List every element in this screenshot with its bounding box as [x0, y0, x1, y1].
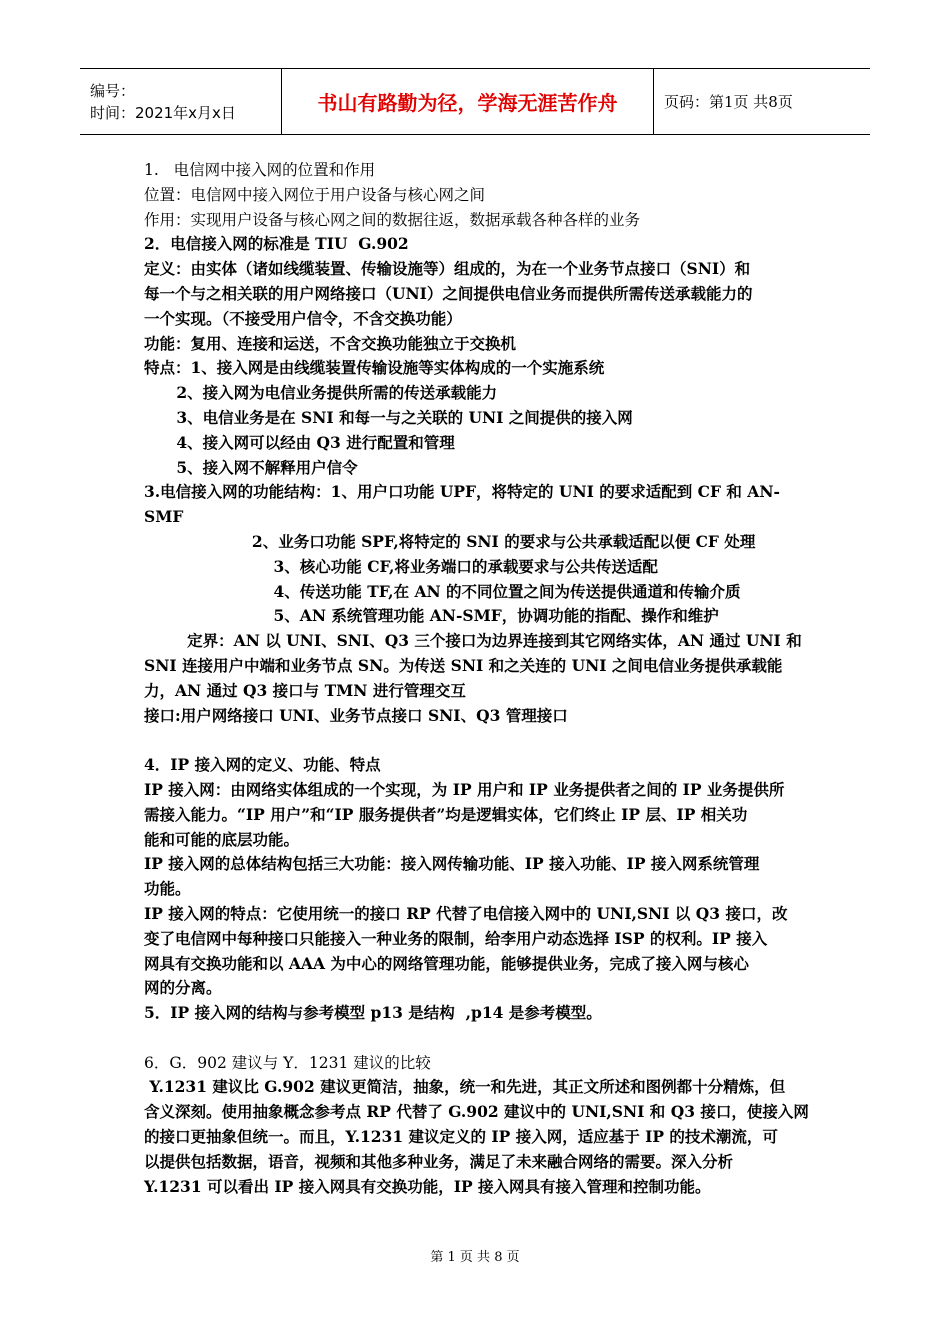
text-line: 3、核心功能 CF,将业务端口的承载要求与公共传送适配 [144, 556, 658, 576]
document-body [144, 158, 812, 1199]
header-page-info: 页码：第1页 共8页 [664, 93, 793, 111]
text-line: 位置：电信网中接入网位于用户设备与核心网之间 [144, 185, 486, 204]
text-line: 功能。 [144, 879, 191, 899]
text-line: 网具有交换功能和以 AAA 为中心的网络管理功能，能够提供业务，完成了接入网与核心 [144, 953, 749, 973]
text-line: 4、传送功能 TF,在 AN 的不同位置之间为传送提供通道和传输介质 [144, 581, 741, 601]
text-line: IP 接入网：由网络实体组成的一个实现，为 IP 用户和 IP 业务提供者之间的 IP 业务提供所 [144, 779, 785, 799]
text-line: 含义深刻。使用抽象概念参考点 RP 代替了 G.902 建议中的 UNI,SNI 和 Q3 接口，使接入网 [144, 1102, 809, 1122]
text-line: 功能：复用、连接和运送，不含交换功能独立于交换机 [144, 333, 517, 353]
text-line: 的接口更抽象但统一。而且，Y.1231 建议定义的 IP 接入网，适应基于 IP 的技术潮流，可 [144, 1127, 778, 1147]
text-line: 一个实现。（不接受用户信令，不含交换功能） [144, 308, 462, 328]
text-line: Y.1231 建议比 G.902 建议更简洁，抽象，统一和先进，其正文所述和图例都十分精炼，但 [144, 1077, 786, 1097]
text-line: 以提供包括数据，语音，视频和其他多种业务，满足了未来融合网络的需要。深入分析 [144, 1151, 734, 1171]
text-line: 2．电信接入网的标准是 TIU G.902 [144, 234, 409, 254]
text-line: Y.1231 可以看出 IP 接入网具有交换功能，IP 接入网具有接入管理和控制功能。 [144, 1176, 711, 1196]
footer-page-number: 第 1 页 共 8 页 [430, 1250, 520, 1265]
text-line: 每一个与之相关联的用户网络接口（UNI）之间提供电信业务而提供所需传送承载能力的 [144, 283, 753, 303]
text-line: 5、AN 系统管理功能 AN-SMF，协调功能的指配、操作和维护 [144, 606, 719, 626]
header-motto-cell [282, 69, 654, 134]
text-line: 3、电信业务是在 SNI 和每一与之关联的 UNI 之间提供的接入网 [144, 407, 633, 427]
text-line: 特点：1、接入网是由线缆装置传输设施等实体构成的一个实施系统 [144, 358, 605, 378]
text-line: 1. 电信网中接入网的位置和作用 [144, 161, 376, 179]
header-page-cell [654, 69, 870, 134]
text-line: 5、接入网不解释用户信令 [144, 457, 358, 477]
page-footer [0, 1246, 950, 1265]
text-line: 接口:用户网络接口 UNI、业务节点接口 SNI、Q3 管理接口 [144, 705, 568, 725]
text-line: 4、接入网可以经由 Q3 进行配置和管理 [144, 432, 455, 452]
page-header [80, 68, 870, 135]
blank-line [144, 1026, 812, 1051]
text-line: 能和可能的底层功能。 [144, 829, 300, 849]
document-time-label: 时间：2021年x月x日 [90, 103, 236, 122]
blank-line [144, 728, 812, 753]
text-line: 5．IP 接入网的结构与参考模型 p13 是结构 ,p14 是参考模型。 [144, 1003, 602, 1023]
text-line: 定义：由实体（诸如线缆装置、传输设施等）组成的，为在一个业务节点接口（SNI）和 [144, 259, 751, 279]
text-line: 变了电信网中每种接口只能接入一种业务的限制，给李用户动态选择 ISP 的权利。IP 接入 [144, 928, 768, 948]
text-line: 网的分离。 [144, 978, 222, 998]
text-line: 力，AN 通过 Q3 接口与 TMN 进行管理交互 [144, 680, 466, 700]
text-line: IP 接入网的总体结构包括三大功能：接入网传输功能、IP 接入功能、IP 接入网系统管理 [144, 854, 760, 874]
text-line: IP 接入网的特点：它使用统一的接口 RP 代替了电信接入网中的 UNI,SNI 以 Q3 接口，改 [144, 903, 788, 923]
text-line: SMF [144, 507, 184, 527]
text-line: SNI 连接用户中端和业务节点 SN。为传送 SNI 和之关连的 UNI 之间电信业务提供承载能 [144, 655, 783, 675]
text-line: 4．IP 接入网的定义、功能、特点 [144, 755, 381, 775]
header-left-cell [80, 69, 282, 134]
text-line: 需接入能力。“IP 用户”和“IP 服务提供者”均是逻辑实体，它们终止 IP 层、IP 相关功 [144, 804, 748, 824]
text-line: 6．G．902 建议与 Y．1231 建议的比较 [144, 1053, 431, 1072]
document-number-label: 编号： [90, 81, 136, 100]
text-line: 作用：实现用户设备与核心网之间的数据往返，数据承载各种各样的业务 [144, 210, 641, 229]
text-line: 定界：AN 以 UNI、SNI、Q3 三个接口为边界连接到其它网络实体，AN 通过 UNI 和 [144, 631, 802, 651]
text-line: 3.电信接入网的功能结构：1、用户口功能 UPF，将特定的 UNI 的要求适配到 CF 和 AN- [144, 482, 780, 502]
text-line: 2、接入网为电信业务提供所需的传送承载能力 [144, 383, 498, 403]
text-line: 2、业务口功能 SPF,将特定的 SNI 的要求与公共承载适配以便 CF 处理 [144, 531, 756, 551]
header-motto: 书山有路勤为径，学海无涯苦作舟 [317, 91, 618, 115]
